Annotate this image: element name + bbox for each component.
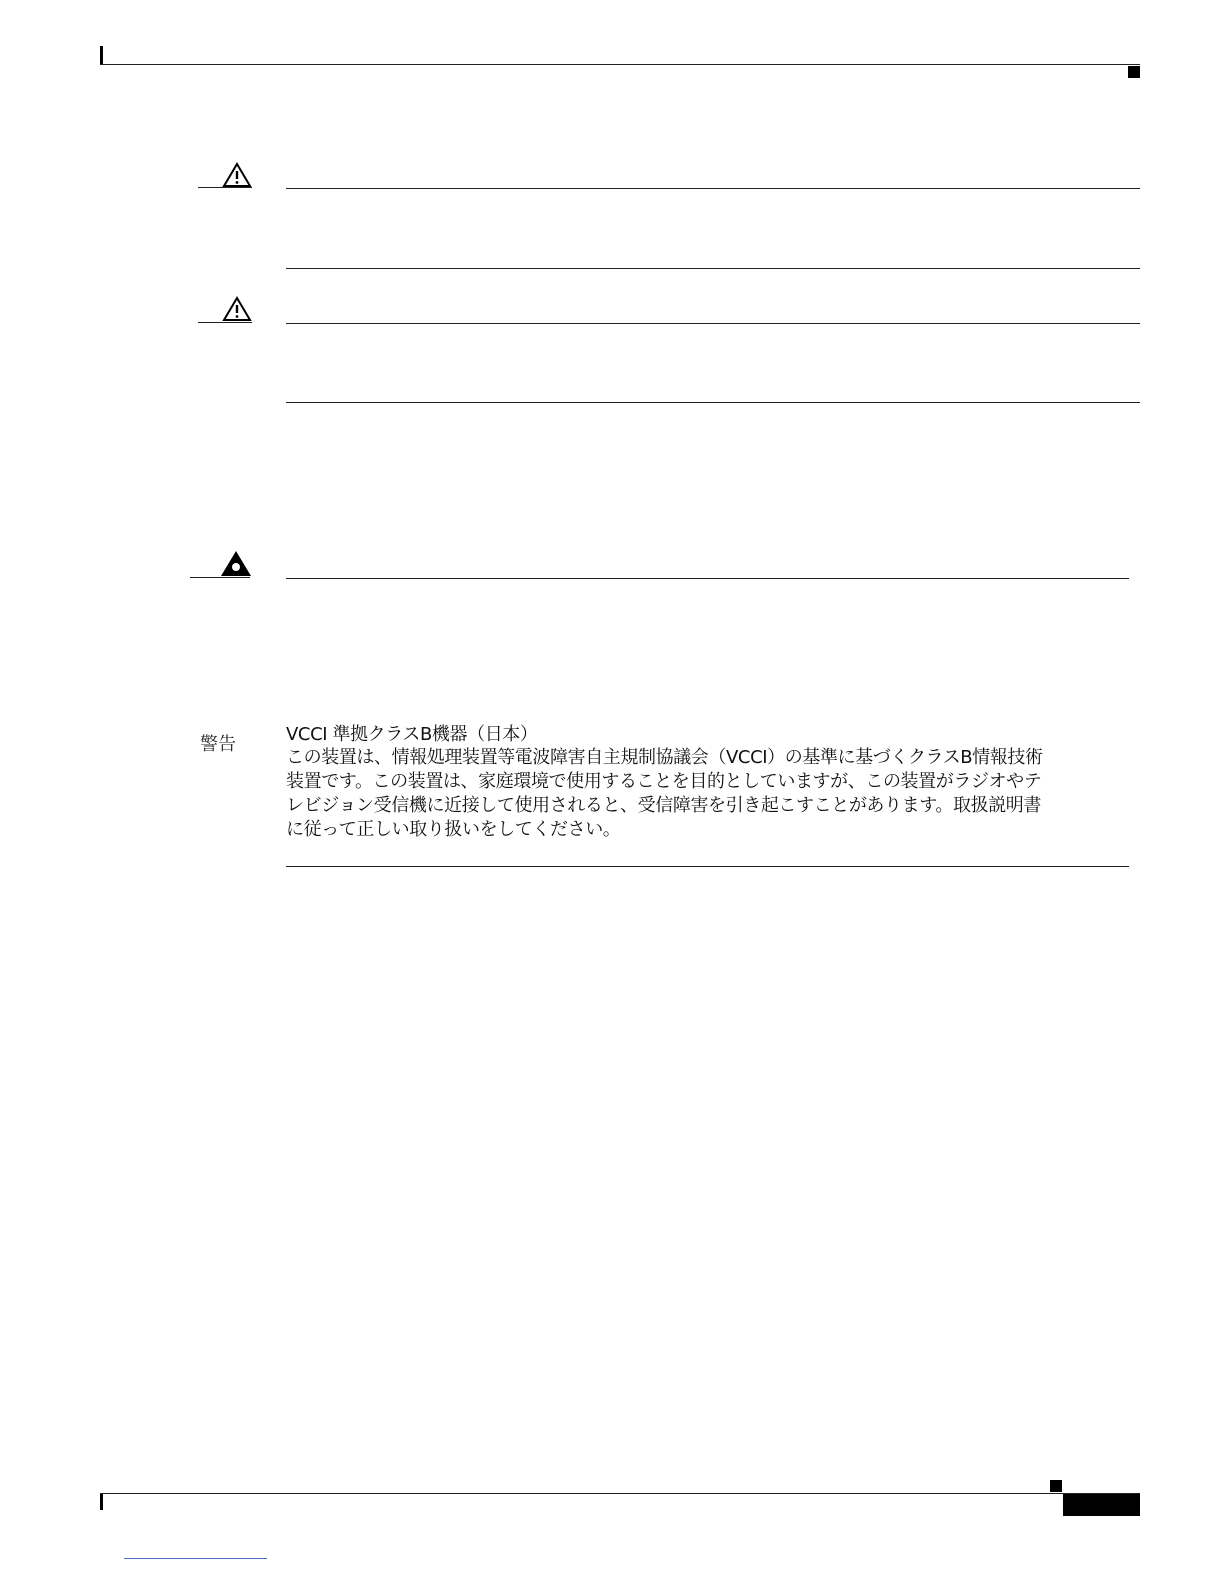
vcci-body-line-3: レビジョン受信機に近接して使用されると、受信障害を引き起こすことがあります。取扱説明書 <box>286 795 1041 816</box>
warning-top-rule <box>286 578 1129 579</box>
vcci-body-line-4: に従って正しい取り扱いをしてください。 <box>286 819 621 840</box>
header-left-mark <box>100 46 103 64</box>
caution-1-top-rule <box>286 188 1140 189</box>
vcci-title: VCCI 準拠クラスB機器（日本） <box>286 724 538 745</box>
caution-1-bottom-rule <box>286 268 1140 269</box>
footer-left-mark <box>100 1494 103 1510</box>
caution-2-top-rule <box>286 323 1140 324</box>
warning-filled-triangle-icon <box>220 550 252 577</box>
warning-label: 警告 <box>200 734 236 755</box>
caution-triangle-icon <box>222 162 252 188</box>
footer-link-underline[interactable] <box>124 1558 267 1559</box>
caution-1-icon-underline <box>198 187 252 188</box>
vcci-bottom-rule <box>286 866 1129 867</box>
caution-triangle-icon <box>222 296 252 322</box>
footer-square <box>1050 1480 1062 1492</box>
warning-icon-underline <box>190 577 250 578</box>
footer-rule <box>100 1493 1140 1494</box>
caution-2-bottom-rule <box>286 402 1140 403</box>
vcci-body-line-2: 装置です。この装置は、家庭環境で使用することを目的としていますが、この装置がラジオやテ <box>286 771 1042 792</box>
header-rule <box>100 64 1140 65</box>
vcci-body-line-1: この装置は、情報処理装置等電波障害自主規制協議会（VCCI）の基準に基づくクラスB情報技術 <box>286 747 1043 768</box>
header-right-square <box>1128 66 1140 78</box>
caution-2-icon-underline <box>198 322 252 323</box>
page-number-tab <box>1063 1494 1140 1516</box>
